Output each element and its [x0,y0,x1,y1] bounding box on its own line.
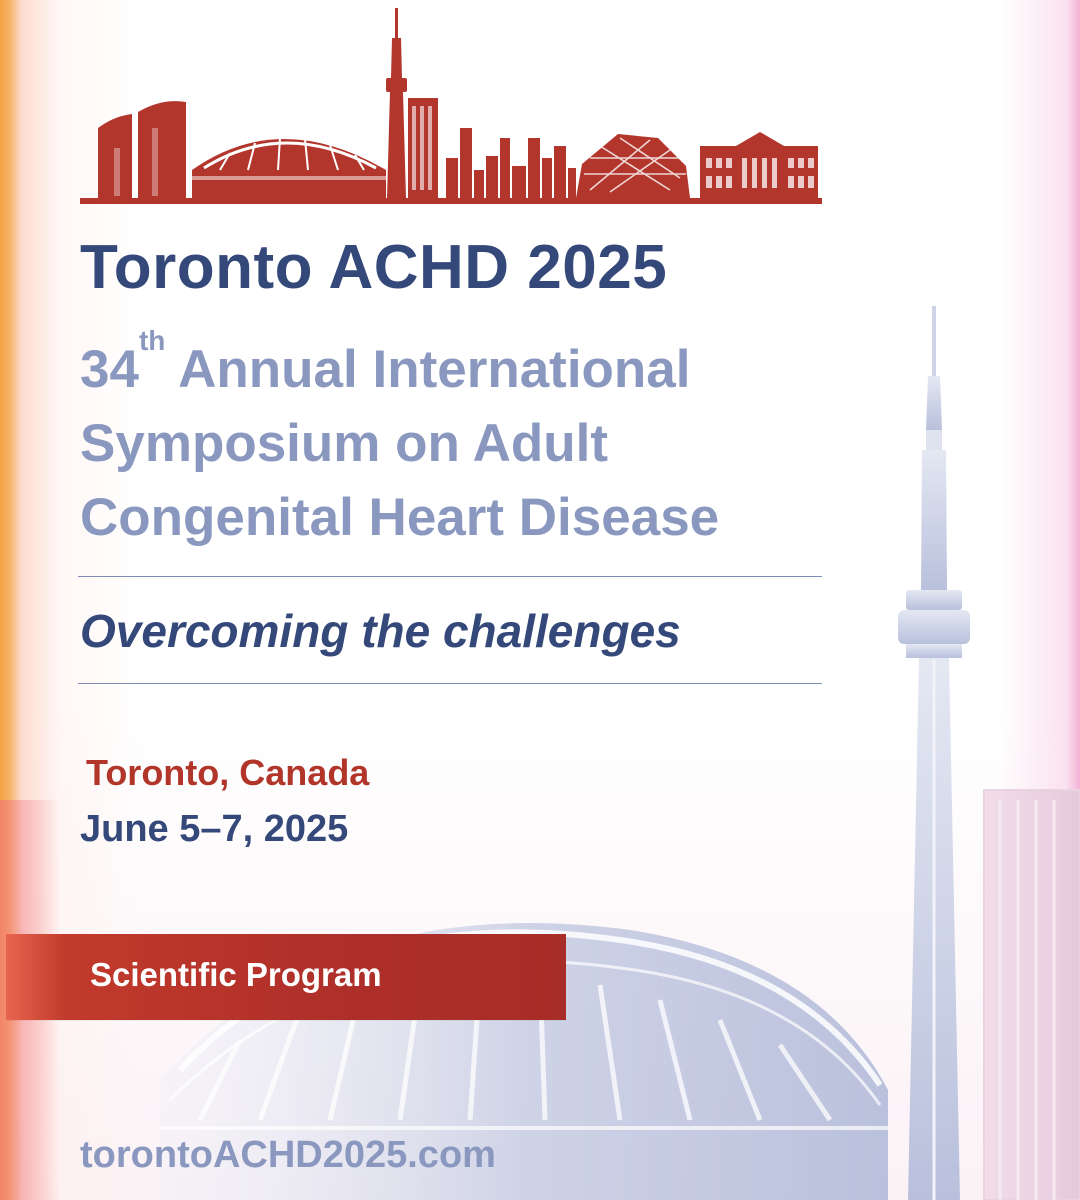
subtitle-line-3: Congenital Heart Disease [80,488,720,547]
tower-building-icon [984,790,1080,1200]
scientific-program-banner[interactable] [6,934,566,1020]
subtitle-line-1-text: Annual International [178,340,691,399]
tagline: Overcoming the challenges [80,605,681,657]
cn-tower-icon [898,306,970,1200]
event-title: Toronto ACHD 2025 [80,233,668,302]
website-link[interactable]: torontoACHD2025.com [80,1134,496,1176]
toronto-skyline-icon [80,8,822,204]
subtitle-ordinal-suffix: th [138,325,166,356]
divider-top [78,576,822,577]
event-location: Toronto, Canada [86,752,370,793]
subtitle-line-2: Symposium on Adult [80,414,609,473]
divider-bottom [78,683,822,684]
subtitle-ordinal: 34 [80,340,139,399]
subtitle-line-1 [80,325,719,407]
scientific-program-label: Scientific Program [90,956,382,993]
event-dates: June 5–7, 2025 [80,808,349,850]
event-subtitle [80,325,720,555]
